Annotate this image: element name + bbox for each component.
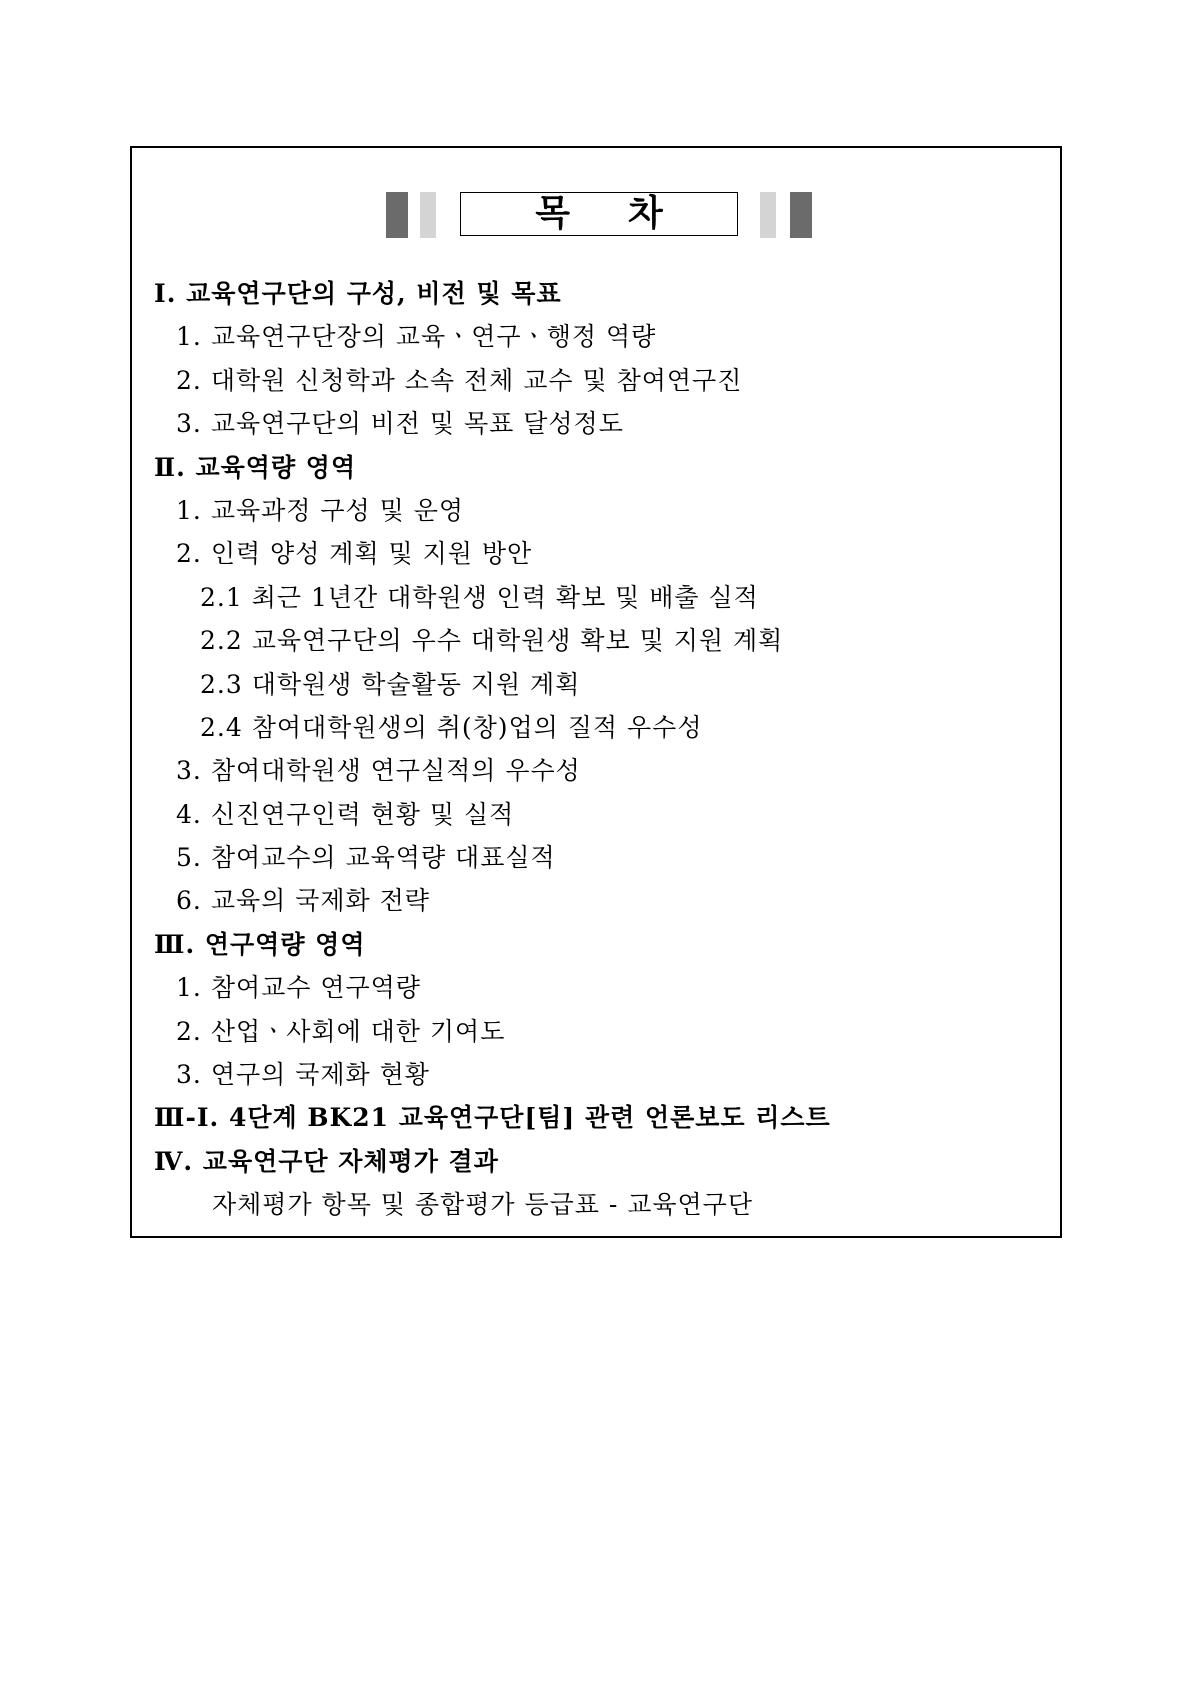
toc-number: 2. (176, 1016, 202, 1046)
toc-number: 4. (176, 799, 202, 829)
toc-number: 2.2 (200, 626, 243, 656)
toc-number: Ⅲ. (154, 929, 196, 959)
toc-number: 6. (176, 886, 202, 916)
toc-number: 2. (176, 539, 202, 569)
toc-number: 2.3 (200, 669, 243, 699)
toc-item-2-3[interactable] (132, 749, 1060, 792)
toc-box (130, 146, 1062, 1238)
toc-number: Ⅰ. (154, 279, 177, 308)
toc-item-2-2-2[interactable] (132, 619, 1060, 662)
title-deco-bar-right-dark (790, 192, 812, 238)
toc-text: 참여교수 연구역량 (210, 973, 421, 1003)
title-row (132, 192, 1060, 238)
toc-number: Ⅳ. (154, 1146, 194, 1176)
toc-item-2-2-4[interactable] (132, 706, 1060, 749)
toc-number: 3. (176, 756, 202, 786)
toc-list (132, 272, 1060, 1227)
toc-text: 대학원생 학술활동 지원 계획 (251, 669, 581, 699)
toc-number: 2.1 (200, 582, 243, 612)
toc-number: 2. (176, 365, 202, 395)
toc-number: Ⅱ. (154, 452, 186, 482)
toc-item-3-1[interactable] (132, 966, 1060, 1009)
toc-number: 2.4 (200, 712, 243, 742)
toc-item-3-2[interactable] (132, 1010, 1060, 1053)
toc-text: 교육연구단장의 교육ㆍ연구ㆍ행정 역량 (210, 322, 657, 352)
toc-item-2-4[interactable] (132, 793, 1060, 836)
toc-number: Ⅲ-Ⅰ. (154, 1103, 220, 1133)
toc-number: 3. (176, 1060, 202, 1090)
toc-text: 인력 양성 계획 및 지원 방안 (210, 539, 533, 569)
toc-text: 참여교수의 교육역량 대표실적 (210, 843, 556, 873)
toc-text: 교육연구단의 구성, 비전 및 목표 (186, 279, 562, 308)
toc-text: 연구역량 영역 (204, 929, 366, 959)
toc-text: 교육연구단의 비전 및 목표 달성정도 (210, 409, 624, 439)
toc-text: 4단계 BK21 교육연구단[팀] 관련 언론보도 리스트 (228, 1103, 831, 1133)
toc-text: 최근 1년간 대학원생 인력 확보 및 배출 실적 (251, 582, 759, 612)
toc-item-2-2[interactable] (132, 532, 1060, 575)
toc-item-2-1[interactable] (132, 489, 1060, 532)
toc-section-4[interactable] (132, 1140, 1060, 1183)
title-deco-bar-left-dark (386, 192, 408, 238)
toc-text: 신진연구인력 현황 및 실적 (210, 799, 515, 829)
toc-number: 1. (176, 973, 202, 1003)
toc-item-1-1[interactable] (132, 315, 1060, 358)
toc-text: 참여대학원생 연구실적의 우수성 (210, 756, 581, 786)
toc-item-2-6[interactable] (132, 879, 1060, 922)
toc-section-3[interactable] (132, 923, 1060, 966)
toc-text: 교육과정 구성 및 운영 (210, 495, 465, 525)
toc-number: 1. (176, 495, 202, 525)
toc-text: 산업ㆍ사회에 대한 기여도 (210, 1016, 506, 1046)
toc-text: 교육역량 영역 (195, 452, 357, 482)
toc-title (460, 192, 738, 236)
toc-number: 3. (176, 409, 202, 439)
toc-text: 연구의 국제화 현황 (210, 1060, 430, 1090)
toc-item-1-2[interactable] (132, 359, 1060, 402)
toc-section-1[interactable] (132, 272, 1060, 315)
toc-item-1-3[interactable] (132, 402, 1060, 445)
toc-title-part2: 차 (628, 193, 663, 234)
toc-text: 교육의 국제화 전략 (210, 886, 430, 916)
toc-section-3-1[interactable] (132, 1096, 1060, 1139)
title-deco-bar-right-light (760, 192, 776, 238)
title-deco-bar-left-light (420, 192, 436, 238)
toc-text: 자체평가 항목 및 종합평가 등급표 - 교육연구단 (212, 1190, 753, 1220)
toc-item-2-2-3[interactable] (132, 663, 1060, 706)
toc-text: 교육연구단 자체평가 결과 (202, 1146, 499, 1176)
toc-section-2[interactable] (132, 446, 1060, 489)
toc-title-part1: 목 (535, 193, 570, 234)
toc-text: 교육연구단의 우수 대학원생 확보 및 지원 계획 (251, 626, 784, 656)
toc-number: 5. (176, 843, 202, 873)
toc-text: 참여대학원생의 취(창)업의 질적 우수성 (251, 712, 703, 742)
toc-text: 대학원 신청학과 소속 전체 교수 및 참여연구진 (210, 365, 743, 395)
toc-item-4-1[interactable] (132, 1183, 1060, 1226)
toc-number: 1. (176, 322, 202, 352)
toc-item-2-2-1[interactable] (132, 576, 1060, 619)
toc-item-2-5[interactable] (132, 836, 1060, 879)
toc-item-3-3[interactable] (132, 1053, 1060, 1096)
